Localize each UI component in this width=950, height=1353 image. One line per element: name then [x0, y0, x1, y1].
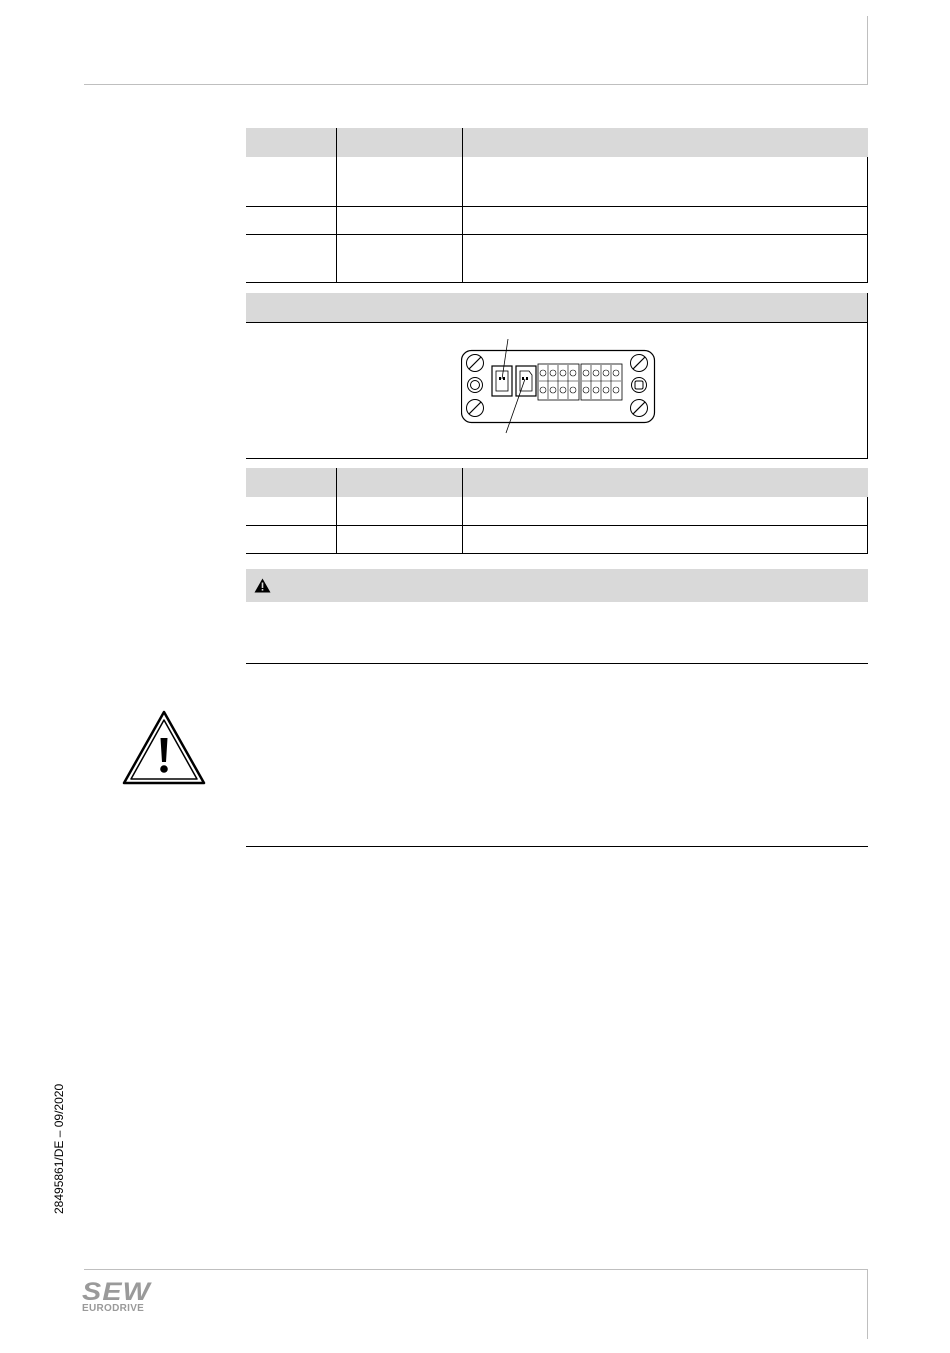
table-header-cell	[246, 468, 336, 497]
table-cell	[462, 234, 868, 282]
connector-plate-illustration	[461, 335, 657, 435]
table-row	[246, 234, 868, 282]
screw-icon	[631, 355, 648, 372]
warning-triangle-icon	[254, 578, 271, 593]
table-connector-pins	[246, 128, 868, 283]
divider	[246, 663, 868, 664]
figure-box	[246, 293, 868, 459]
table-cell	[336, 497, 462, 525]
table-row	[246, 157, 868, 206]
table-header-cell	[462, 468, 868, 497]
table-cell	[462, 157, 868, 206]
table-cell	[462, 206, 868, 234]
document-id-label: 28495861/DE – 09/2020	[52, 1083, 66, 1214]
table-cell	[336, 157, 462, 206]
table-cell	[336, 206, 462, 234]
logo-wordmark: SEW	[82, 1278, 151, 1306]
table-cell	[246, 206, 336, 234]
table-cell	[246, 234, 336, 282]
screw-icon	[467, 400, 484, 417]
table-cell	[246, 497, 336, 525]
table-cell	[462, 497, 868, 525]
screw-icon	[631, 400, 648, 417]
table-cell	[246, 157, 336, 206]
hazard-warning-sign-icon	[122, 710, 206, 785]
table-plug-connectors	[246, 468, 868, 554]
table-row	[246, 525, 868, 553]
footer-divider	[867, 1269, 868, 1339]
divider	[246, 846, 868, 847]
table-cell	[336, 234, 462, 282]
table-header-cell	[336, 468, 462, 497]
figure-heading	[246, 293, 867, 323]
sew-eurodrive-logo	[82, 1278, 151, 1314]
table-header-cell	[336, 128, 462, 157]
header-rule	[84, 84, 868, 85]
footer-rule	[84, 1269, 868, 1270]
table-cell	[246, 525, 336, 553]
header-divider	[867, 16, 868, 85]
table-header-cell	[462, 128, 868, 157]
logo-subtitle: EURODRIVE	[82, 1303, 145, 1314]
table-row	[246, 206, 868, 234]
table-cell	[462, 525, 868, 553]
table-row	[246, 497, 868, 525]
screw-icon	[467, 355, 484, 372]
table-header-cell	[246, 128, 336, 157]
warning-bar	[246, 569, 868, 602]
table-cell	[336, 525, 462, 553]
